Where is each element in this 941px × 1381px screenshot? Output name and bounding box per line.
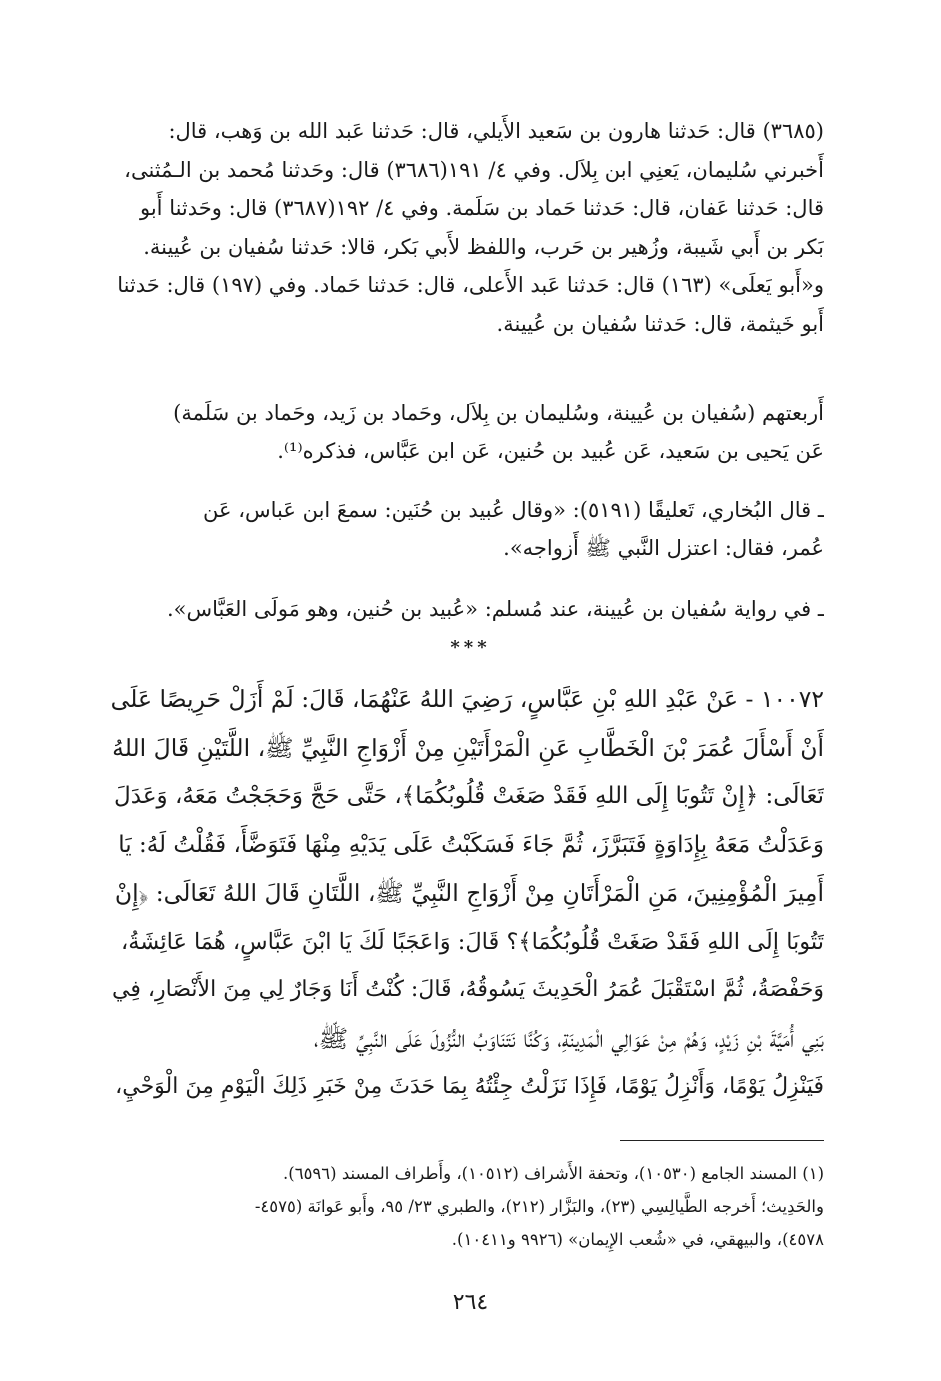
text-line: قال: حَدثنا عَفان، قال: حَدثنا حَماد بن سَلَمة. وفي ٤/ ١٩٢(٣٦٨٧) قال: وحَدثنا أَبو bbox=[139, 196, 824, 220]
footnote-divider bbox=[620, 1140, 824, 1141]
hadith-line: فَيَنْزِلُ يَوْمًا، وَأَنْزِلُ يَوْمًا، فَإِذَا نَزَلْتُ جِئْتُهُ بِمَا حَدَثَ مِنْ خَبَرِ ذَلِكَ الْيَوْمِ مِنَ الْوَحْيِ، bbox=[115, 1074, 824, 1099]
text-line: ـ في رواية سُفيان بن عُيينة، عند مُسلم: «عُبيد بن حُنين، وهو مَولَى العَبَّاس». bbox=[167, 597, 824, 621]
footnote-line: (١) المسند الجامع (١٠٥٣٠)، وتحفة الأَشراف (١٠٥١٢)، وأَطراف المسند (٦٥٩٦). bbox=[283, 1164, 824, 1183]
hadith-line: بَنِي أُمَيَّةَ بْنِ زَيْدٍ، وَهُمْ مِنْ عَوَالِي الْمَدِينَةِ، وَكُنَّا نَتَنَاوَبُ النُّزُولَ عَلَى النَّبِيِّ ﷺ، bbox=[313, 1023, 824, 1053]
hadith-line: وَحَفْصَةُ، ثُمَّ اسْتَقْبَلَ عُمَرُ الْحَدِيثَ يَسُوقُهُ، قَالَ: كُنْتُ أَنَا وَجَارٌ لِي مِنَ الأَنْصَارِ، فِي bbox=[112, 977, 824, 1002]
text-line: بَكر بن أَبي شَيبة، وزُهير بن حَرب، واللفظ لأَبي بَكر، قالا: حَدثنا سُفيان بن عُيينة. bbox=[143, 234, 824, 259]
section-separator: *** bbox=[450, 637, 491, 658]
footnote-line: ٤٥٧٨)، والبيهقي، في «شُعب الإِيمان» (٩٩٢٦ و١٠٤١١). bbox=[451, 1230, 824, 1249]
text-line: و«أَبو يَعلَى» (١٦٣) قال: حَدثنا عَبد الأَعلى، قال: حَدثنا حَماد. وفي (١٩٧) قال: حَدثنا bbox=[117, 273, 824, 297]
hadith-line: أَنْ أَسْأَلَ عُمَرَ بْنَ الْخَطَّابِ عَنِ الْمَرْأَتَيْنِ مِنْ أَزْوَاجِ النَّبِيِّ ﷺ، اللَّتَيْنِ قَالَ اللهُ bbox=[112, 733, 824, 762]
text-line: عَن يَحيى بن سَعيد، عَن عُبيد بن حُنين، عَن ابن عَبَّاس، فذكره⁽¹⁾. bbox=[277, 439, 824, 463]
hadith-line: تَتُوبَا إِلَى اللهِ فَقَدْ صَغَتْ قُلُوبُكُمَا﴾؟ قَالَ: وَاعَجَبًا لَكَ يَا ابْنَ عَبَّاسٍ، هُمَا عَائِشَةُ، bbox=[120, 928, 824, 955]
hadith-line: ١٠٠٧٢ - عَنْ عَبْدِ اللهِ بْنِ عَبَّاسٍ، رَضِيَ اللهُ عَنْهُمَا، قَالَ: لَمْ أَزَلْ حَرِيصًا عَلَى bbox=[110, 685, 824, 713]
muslim-note bbox=[108, 590, 824, 628]
text-line: أَبو خَيثمة، قال: حَدثنا سُفيان بن عُيينة. bbox=[496, 311, 824, 336]
bukhari-note bbox=[108, 491, 824, 567]
text-line: (٣٦٨٥) قال: حَدثنا هارون بن سَعيد الأَيلي، قال: حَدثنا عَبد الله بن وَهب، قال: bbox=[168, 119, 824, 143]
text-line: عُمر، فقال: اعتزل النَّبي ﷺ أَزواجه». bbox=[503, 536, 824, 560]
footnotes bbox=[108, 1157, 824, 1256]
hadith-line: وَعَدَلْتُ مَعَهُ بِإِدَاوَةٍ فَتَبَرَّزَ، ثُمَّ جَاءَ فَسَكَبْتُ عَلَى يَدَيْهِ مِنْهَا فَتَوَضَّأَ، فَقُلْتُ لَهُ: يَا bbox=[118, 831, 824, 858]
text-line: أَربعتهم (سُفيان بن عُيينة، وسُليمان بن بِلاَل، وحَماد بن زَيد، وحَماد بن سَلَمة) bbox=[173, 401, 824, 425]
text-line: ـ قال البُخاري، تَعليقًا (٥١٩١): «وقال عُبيد بن حُنَين: سمعَ ابن عَباس، عَن bbox=[203, 498, 824, 522]
hadith-line: أَمِيرَ الْمُؤْمِنِينَ، مَنِ الْمَرْأَتَانِ مِنْ أَزْوَاجِ النَّبِيِّ ﷺ، اللَّتَانِ قَالَ اللهُ تَعَالَى: ﴿إِنْ bbox=[114, 879, 824, 907]
hadith-text bbox=[108, 675, 824, 1112]
text-line: أَخبرني سُليمان، يَعنِي ابن بِلاَل. وفي ٤/ ١٩١(٣٦٨٦) قال: وحَدثنا مُحمد بن الـمُثنى، bbox=[124, 157, 824, 182]
footnote-line: والحَدِيث؛ أَخرجه الطَّيالِسِي (٢٣)، والبَزَّار (٢١٢)، والطبري ٢٣/ ٩٥، وأَبو عَوانَة (٤٥٧٥- bbox=[254, 1197, 824, 1216]
narrators-paragraph bbox=[108, 394, 824, 470]
hadith-line: تَعَالَى: ﴿إِنْ تَتُوبَا إِلَى اللهِ فَقَدْ صَغَتْ قُلُوبُكُمَا﴾، حَتَّى حَجَّ وَحَجَجْتُ مَعَهُ، وَعَدَلَ bbox=[114, 783, 824, 809]
page-number: ٢٦٤ bbox=[452, 1290, 489, 1315]
isnad-paragraph bbox=[108, 112, 824, 343]
